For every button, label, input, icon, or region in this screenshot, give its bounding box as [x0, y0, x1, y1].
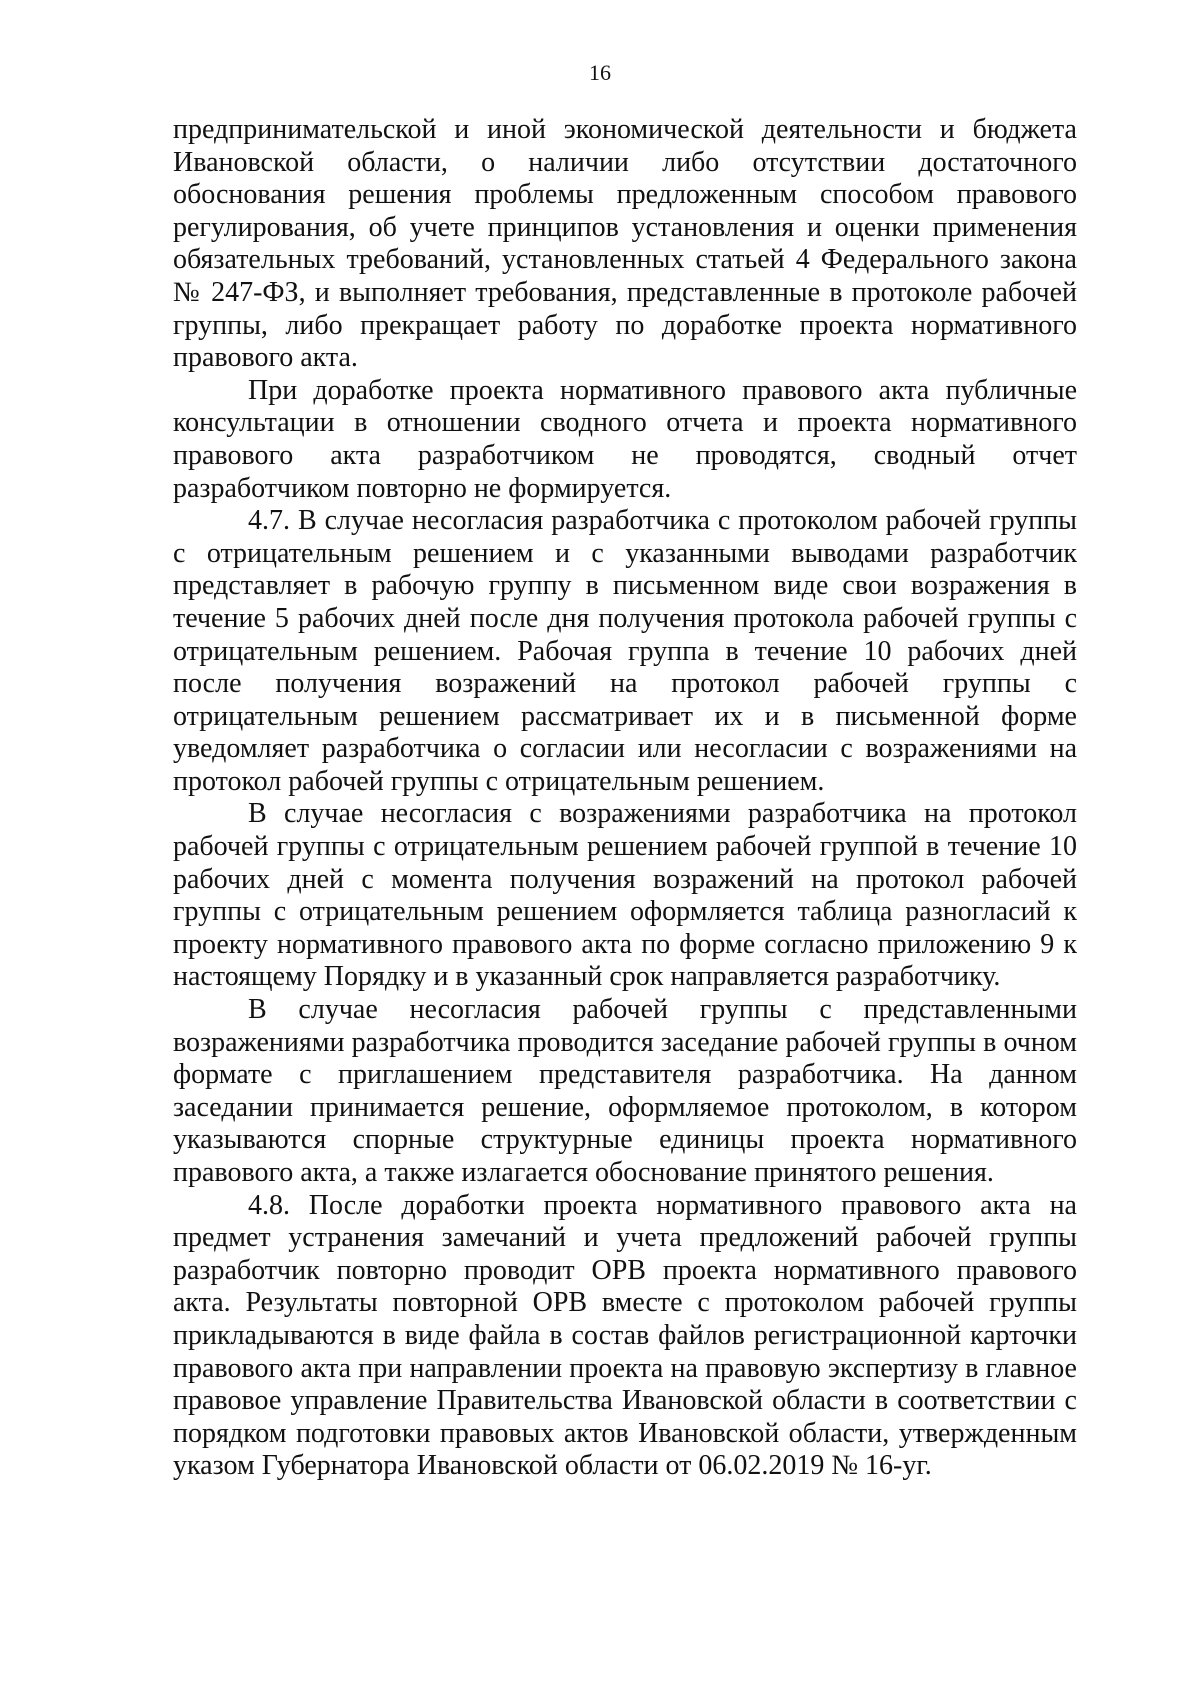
paragraph-disagreement-table: В случае несогласия с возражениями разработчика на протокол рабочей группы с отрицательным решением рабочей группой в течение 10 рабочих дней с момента получения возражений на протокол рабочей группы с отрицательным решением оформляется таблица разногласий к проекту нормативного правового акта по форме согласно приложению 9 к настоящему Порядку и в указанный срок направляется разработчику.: [173, 798, 1077, 993]
paragraph-clause-4-7: 4.7. В случае несогласия разработчика с протоколом рабочей группы с отрицательным решением и с указанными выводами разработчик представляет в рабочую группу в письменном виде свои возражения в течение 5 рабочих дней после дня получения протокола рабочей группы с отрицательным решением. Рабочая группа в течение 10 рабочих дней после получения возражений на протокол рабочей группы с отрицательным решением рассматривает их и в письменной форме уведомляет разработчика о согласии или несогласии с возражениями на протокол рабочей группы с отрицательным решением.: [173, 505, 1077, 797]
paragraph-continuation: предпринимательской и иной экономической деятельности и бюджета Ивановской области, о наличии либо отсутствии достаточного обоснования решения проблемы предложенным способом правового регулирования, об учете принципов установления и оценки применения обязательных требований, установленных статьей 4 Федерального закона № 247-ФЗ, и выполняет требования, представленные в протоколе рабочей группы, либо прекращает работу по доработке проекта нормативного правового акта.: [173, 114, 1077, 374]
paragraph-clause-4-8: 4.8. После доработки проекта нормативного правового акта на предмет устранения замечаний и учета предложений рабочей группы разработчик повторно проводит ОРВ проекта нормативного правового акта. Результаты повторной ОРВ вместе с протоколом рабочей группы прикладываются в виде файла в состав файлов регистрационной карточки правового акта при направлении проекта на правовую экспертизу в главное правовое управление Правительства Ивановской области в соответствии с порядком подготовки правовых актов Ивановской области, утвержденным указом Губернатора Ивановской области от 06.02.2019 № 16-уг.: [173, 1189, 1077, 1482]
document-body: [173, 114, 1077, 1483]
paragraph-working-group-meeting: В случае несогласия рабочей группы с представленными возражениями разработчика проводится заседание рабочей группы в очном формате с приглашением представителя разработчика. На данном заседании принимается решение, оформляемое протоколом, в котором указываются спорные структурные единицы проекта нормативного правового акта, а также излагается обоснование принятого решения.: [173, 994, 1077, 1188]
paragraph-public-consultations: При доработке проекта нормативного правового акта публичные консультации в отношении сводного отчета и проекта нормативного правового акта разработчиком не проводятся, сводный отчет разработчиком повторно не формируется.: [173, 374, 1077, 504]
page-number: 16: [589, 60, 611, 85]
